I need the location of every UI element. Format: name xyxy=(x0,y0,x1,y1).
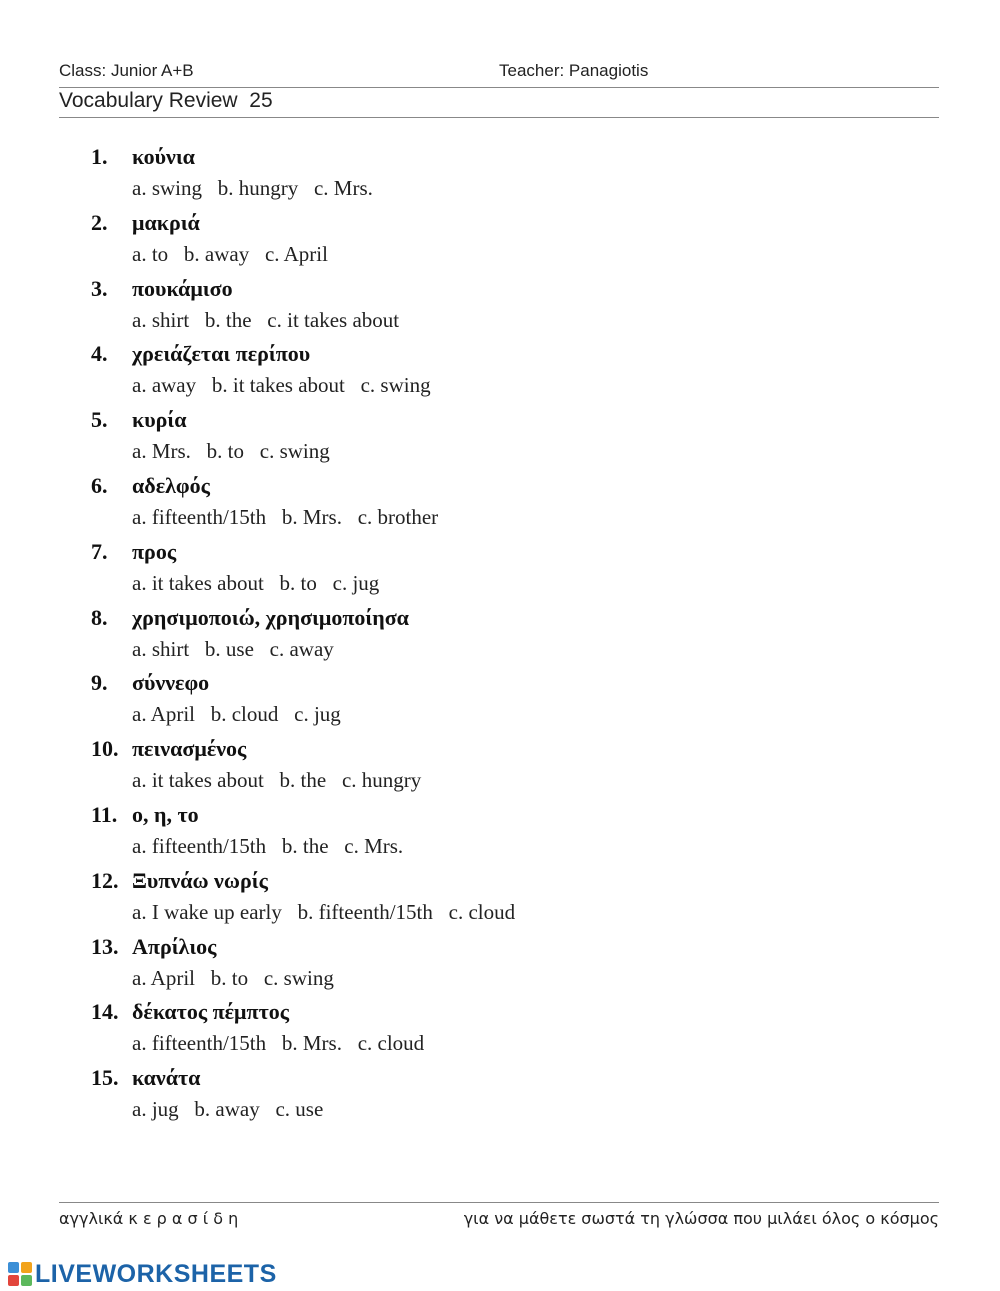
question-word: μακριά xyxy=(132,209,200,235)
question-number: 10. xyxy=(91,736,119,762)
question-item xyxy=(0,535,1000,601)
question-number: 8. xyxy=(91,604,108,630)
answer-options[interactable]: a. swing b. hungry c. Mrs. xyxy=(132,176,373,200)
footer-right-text: για να μάθετε σωστά τη γλώσσα που μιλάει όλος ο κόσμος xyxy=(463,1209,939,1228)
worksheet-title: Vocabulary Review 25 xyxy=(59,89,273,112)
answer-options[interactable]: a. to b. away c. April xyxy=(132,241,328,266)
question-word: αδελφός xyxy=(132,472,210,498)
answer-options[interactable]: a. it takes about b. the c. hungry xyxy=(132,768,422,793)
question-word: πουκάμισο xyxy=(132,275,233,301)
answer-options[interactable]: a. it takes about b. to c. jug xyxy=(132,570,380,595)
question-word: σύννεφο xyxy=(132,670,210,696)
question-number: 2. xyxy=(91,209,108,235)
answer-options[interactable]: a. April b. to c. swing xyxy=(132,965,334,990)
teacher-label: Teacher: Panagiotis xyxy=(499,61,649,80)
question-item xyxy=(0,864,1000,930)
question-item xyxy=(0,1061,1000,1127)
question-number: 11. xyxy=(91,801,118,827)
title-divider xyxy=(59,117,939,118)
question-number: 13. xyxy=(91,933,119,959)
question-item xyxy=(0,798,1000,864)
question-word: δέκατος πέμπτος xyxy=(132,999,289,1025)
footer-divider xyxy=(59,1202,939,1203)
class-label: Class: Junior A+B xyxy=(59,61,194,80)
question-word: πεινασμένος xyxy=(132,736,247,762)
question-number: 12. xyxy=(91,867,119,893)
question-item xyxy=(0,601,1000,667)
footer-left-text: αγγλικά κ ε ρ α σ ί δ η xyxy=(59,1209,239,1228)
answer-options[interactable]: a. I wake up early b. fifteenth/15th c. cloud xyxy=(132,899,516,924)
question-item xyxy=(0,469,1000,535)
question-item xyxy=(0,666,1000,732)
header-divider xyxy=(59,87,939,88)
answer-options[interactable]: a. April b. cloud c. jug xyxy=(132,702,341,727)
question-number: 4. xyxy=(91,341,108,367)
answer-options[interactable]: a. fifteenth/15th b. Mrs. c. cloud xyxy=(132,1031,425,1056)
question-item xyxy=(0,403,1000,469)
question-item xyxy=(0,732,1000,798)
question-word: χρειάζεται περίπου xyxy=(132,341,311,367)
question-item xyxy=(0,930,1000,996)
question-item xyxy=(0,140,1000,206)
question-number: 5. xyxy=(91,407,108,433)
answer-options[interactable]: a. away b. it takes about c. swing xyxy=(132,373,431,398)
question-word: Ξυπνάω νωρίς xyxy=(132,867,268,893)
question-item xyxy=(0,206,1000,272)
answer-options[interactable]: a. shirt b. use c. away xyxy=(132,636,334,661)
question-word: Απρίλιος xyxy=(132,933,217,959)
question-number: 15. xyxy=(91,1065,119,1091)
liveworksheets-logo[interactable] xyxy=(8,1258,277,1290)
worksheet-header xyxy=(59,61,939,85)
answer-options[interactable]: a. shirt b. the c. it takes about xyxy=(132,307,400,332)
answer-options[interactable]: a. Mrs. b. to c. swing xyxy=(132,439,330,464)
question-word: προς xyxy=(132,538,177,564)
question-item xyxy=(0,272,1000,338)
answer-options[interactable]: a. fifteenth/15th b. Mrs. c. brother xyxy=(132,504,439,529)
question-number: 7. xyxy=(91,538,108,564)
question-number: 1. xyxy=(91,144,108,169)
liveworksheets-logo-icon xyxy=(8,1262,32,1286)
question-number: 6. xyxy=(91,472,108,498)
question-word: χρησιμοποιώ, χρησιμοποίησα xyxy=(132,604,409,630)
question-number: 14. xyxy=(91,999,119,1025)
question-number: 3. xyxy=(91,275,108,301)
answer-options[interactable]: a. jug b. away c. use xyxy=(132,1097,324,1122)
worksheet-footer xyxy=(59,1209,939,1233)
question-list xyxy=(0,140,1000,1127)
question-word: κυρία xyxy=(132,407,187,433)
question-number: 9. xyxy=(91,670,108,696)
question-word: ο, η, το xyxy=(132,801,199,827)
question-item xyxy=(0,337,1000,403)
logo-text: LIVEWORKSHEETS xyxy=(35,1259,277,1288)
question-item xyxy=(0,995,1000,1061)
answer-options[interactable]: a. fifteenth/15th b. the c. Mrs. xyxy=(132,833,404,858)
question-word: κανάτα xyxy=(132,1065,201,1091)
question-word: κούνια xyxy=(132,144,195,169)
